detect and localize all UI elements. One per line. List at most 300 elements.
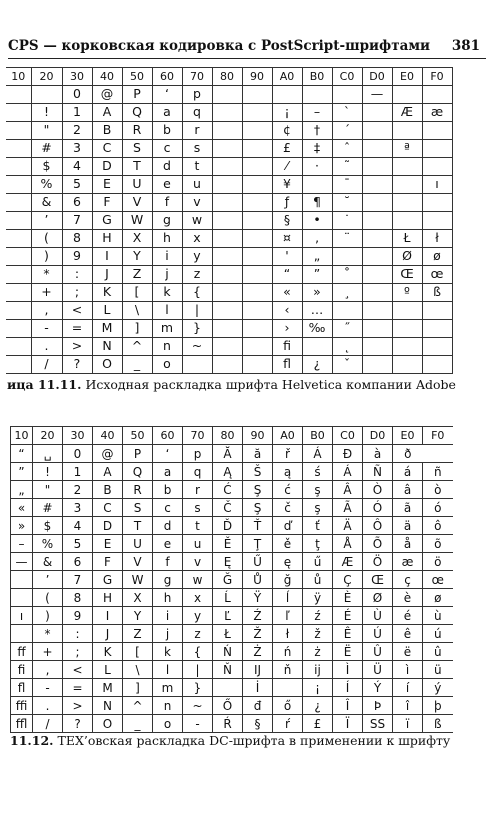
glyph-cell: ô (423, 517, 453, 535)
glyph-cell: \ (122, 302, 152, 320)
glyph-cell: Ł (213, 625, 243, 643)
glyph-cell: à (363, 445, 393, 463)
glyph-cell: = (63, 679, 93, 697)
glyph-cell: T (122, 158, 152, 176)
glyph-cell: 5 (63, 535, 93, 553)
glyph-cell: Ż (243, 643, 273, 661)
table-row (6, 248, 452, 266)
glyph-cell: ‰ (302, 320, 332, 338)
glyph-cell (362, 338, 392, 356)
glyph-cell: * (31, 266, 62, 284)
glyph-cell: ï (393, 715, 423, 733)
glyph-cell: Ź (243, 607, 273, 625)
glyph-cell: x (182, 230, 212, 248)
glyph-cell (332, 302, 362, 320)
glyph-cell: – (302, 104, 332, 122)
glyph-cell: Ť (243, 517, 273, 535)
glyph-cell: A (93, 463, 123, 481)
glyph-cell: Æ (392, 104, 422, 122)
glyph-cell (302, 176, 332, 194)
glyph-cell: ê (393, 625, 423, 643)
glyph-cell (212, 248, 242, 266)
glyph-cell (242, 266, 272, 284)
glyph-cell: o (153, 715, 183, 733)
glyph-cell: ¯ (332, 176, 362, 194)
glyph-cell: Ý (363, 679, 393, 697)
glyph-cell: W (122, 212, 152, 230)
glyph-cell: k (152, 284, 182, 302)
glyph-cell: Ê (333, 625, 363, 643)
glyph-cell: Ö (363, 553, 393, 571)
glyph-cell (6, 230, 31, 248)
glyph-cell: s (182, 140, 212, 158)
glyph-cell: « (11, 499, 33, 517)
glyph-cell (31, 86, 62, 104)
glyph-cell: ^ (123, 697, 153, 715)
glyph-cell: c (152, 140, 182, 158)
glyph-cell: ď (273, 517, 303, 535)
column-header: 40 (93, 427, 123, 445)
glyph-cell: ¿ (303, 697, 333, 715)
column-header: 60 (153, 427, 183, 445)
glyph-cell: Ü (363, 661, 393, 679)
glyph-cell: ‚ (302, 230, 332, 248)
glyph-cell: ˆ (332, 140, 362, 158)
glyph-cell: Ã (333, 499, 363, 517)
glyph-cell: ů (303, 571, 333, 589)
glyph-cell: ì (393, 661, 423, 679)
glyph-cell: – (11, 535, 33, 553)
column-header: 10 (6, 68, 31, 86)
glyph-cell (362, 176, 392, 194)
table-row (11, 463, 453, 481)
glyph-cell: Ş (243, 499, 273, 517)
glyph-cell: å (393, 535, 423, 553)
table-row (11, 535, 453, 553)
glyph-cell (392, 176, 422, 194)
glyph-cell: e (153, 535, 183, 553)
glyph-cell: fl (11, 679, 33, 697)
glyph-cell: K (92, 284, 122, 302)
glyph-cell: [ (123, 643, 153, 661)
glyph-cell: 6 (62, 194, 92, 212)
column-header: A0 (273, 427, 303, 445)
glyph-cell: Ŕ (213, 715, 243, 733)
glyph-cell: Ÿ (243, 589, 273, 607)
glyph-cell: x (183, 589, 213, 607)
glyph-cell (6, 122, 31, 140)
glyph-cell: X (123, 589, 153, 607)
column-header: F0 (422, 68, 452, 86)
glyph-cell: % (33, 535, 63, 553)
glyph-cell: # (31, 140, 62, 158)
glyph-cell (212, 140, 242, 158)
glyph-cell: H (92, 230, 122, 248)
glyph-cell: ú (423, 625, 453, 643)
glyph-cell (392, 338, 422, 356)
glyph-cell: w (182, 212, 212, 230)
glyph-cell: ý (423, 679, 453, 697)
glyph-cell: i (152, 248, 182, 266)
column-header: 70 (183, 427, 213, 445)
glyph-cell: ‘ (153, 445, 183, 463)
glyph-cell: ˛ (332, 338, 362, 356)
glyph-cell: | (182, 302, 212, 320)
glyph-cell: ŕ (273, 715, 303, 733)
glyph-cell (212, 176, 242, 194)
table-row (6, 230, 452, 248)
glyph-cell: û (423, 643, 453, 661)
glyph-cell (392, 158, 422, 176)
glyph-cell: é (393, 607, 423, 625)
glyph-cell (392, 356, 422, 374)
glyph-cell: É (333, 607, 363, 625)
glyph-cell: H (93, 589, 123, 607)
glyph-cell (6, 266, 31, 284)
glyph-cell: ¿ (302, 356, 332, 374)
glyph-cell: y (183, 607, 213, 625)
glyph-cell: S (123, 499, 153, 517)
glyph-cell: „ (11, 481, 33, 499)
glyph-cell: œ (423, 571, 453, 589)
glyph-cell: ł (422, 230, 452, 248)
glyph-cell (362, 284, 392, 302)
glyph-cell (422, 320, 452, 338)
glyph-cell (242, 356, 272, 374)
glyph-cell: W (123, 571, 153, 589)
glyph-cell: C (92, 140, 122, 158)
glyph-cell: N (92, 338, 122, 356)
glyph-cell: O (93, 715, 123, 733)
glyph-cell: B (92, 122, 122, 140)
glyph-cell: 0 (63, 445, 93, 463)
glyph-cell: ű (303, 553, 333, 571)
glyph-cell: IJ (243, 661, 273, 679)
glyph-cell: / (33, 715, 63, 733)
glyph-cell: Ä (333, 517, 363, 535)
glyph-cell: c (153, 499, 183, 517)
table-row (11, 607, 453, 625)
glyph-cell: : (62, 266, 92, 284)
glyph-cell: § (272, 212, 302, 230)
glyph-cell: I (92, 248, 122, 266)
glyph-cell: X (122, 230, 152, 248)
glyph-cell: ı (11, 607, 33, 625)
glyph-cell: u (183, 535, 213, 553)
glyph-cell: ó (423, 499, 453, 517)
glyph-cell: S (122, 140, 152, 158)
dc-font-charset-table (10, 426, 453, 733)
glyph-cell: Ñ (363, 463, 393, 481)
glyph-cell: M (93, 679, 123, 697)
glyph-cell (242, 230, 272, 248)
column-header: D0 (363, 427, 393, 445)
glyph-cell: # (33, 499, 63, 517)
glyph-cell: í (393, 679, 423, 697)
glyph-cell: j (152, 266, 182, 284)
glyph-cell: q (182, 104, 212, 122)
glyph-cell (242, 284, 272, 302)
glyph-cell: 0 (62, 86, 92, 104)
glyph-cell (6, 158, 31, 176)
glyph-cell: M (92, 320, 122, 338)
glyph-cell: þ (423, 697, 453, 715)
glyph-cell: ¢ (272, 122, 302, 140)
glyph-cell: z (182, 266, 212, 284)
glyph-cell: Û (363, 643, 393, 661)
glyph-cell (242, 176, 272, 194)
glyph-cell: g (153, 571, 183, 589)
glyph-cell: ¨ (332, 230, 362, 248)
glyph-cell: ğ (273, 571, 303, 589)
glyph-cell: l (152, 302, 182, 320)
glyph-cell: ř (273, 445, 303, 463)
glyph-cell: < (62, 302, 92, 320)
glyph-cell (212, 266, 242, 284)
glyph-cell: ö (423, 553, 453, 571)
glyph-cell: : (63, 625, 93, 643)
glyph-cell: ffi (11, 697, 33, 715)
glyph-cell: $ (33, 517, 63, 535)
glyph-cell: n (153, 697, 183, 715)
glyph-cell: ä (393, 517, 423, 535)
glyph-cell: s (183, 499, 213, 517)
table-row (6, 266, 452, 284)
glyph-cell (362, 230, 392, 248)
glyph-cell: Œ (392, 266, 422, 284)
glyph-cell (272, 86, 302, 104)
glyph-cell: 8 (62, 230, 92, 248)
glyph-cell: u (182, 176, 212, 194)
glyph-cell: » (11, 517, 33, 535)
table2-caption (10, 733, 450, 748)
glyph-cell: j (153, 625, 183, 643)
table-row (6, 338, 452, 356)
glyph-cell: » (302, 284, 332, 302)
glyph-cell: | (183, 661, 213, 679)
glyph-cell: - (31, 320, 62, 338)
glyph-cell: o (152, 356, 182, 374)
glyph-cell (182, 356, 212, 374)
glyph-cell: } (183, 679, 213, 697)
glyph-cell: < (63, 661, 93, 679)
glyph-cell: E (93, 535, 123, 553)
glyph-cell: v (183, 553, 213, 571)
glyph-cell: õ (423, 535, 453, 553)
glyph-cell: ţ (303, 535, 333, 553)
table-row (11, 679, 453, 697)
glyph-cell: Ğ (213, 571, 243, 589)
glyph-cell (362, 320, 392, 338)
caption-label: 11.12. (10, 733, 54, 748)
glyph-cell: = (62, 320, 92, 338)
table-row (6, 140, 452, 158)
glyph-cell: « (272, 284, 302, 302)
glyph-cell (242, 248, 272, 266)
glyph-cell: f (152, 194, 182, 212)
glyph-cell: ü (423, 661, 453, 679)
glyph-cell: ‹ (272, 302, 302, 320)
glyph-cell: y (182, 248, 212, 266)
glyph-cell: • (302, 212, 332, 230)
column-header: 90 (243, 427, 273, 445)
glyph-cell: h (153, 589, 183, 607)
glyph-cell (212, 86, 242, 104)
glyph-cell: º (392, 284, 422, 302)
glyph-cell: ˘ (332, 194, 362, 212)
glyph-cell: ” (302, 266, 332, 284)
glyph-cell (6, 104, 31, 122)
glyph-cell: 2 (63, 481, 93, 499)
glyph-cell: N (93, 697, 123, 715)
glyph-cell: ! (31, 104, 62, 122)
glyph-cell: D (92, 158, 122, 176)
glyph-cell: ˇ (332, 356, 362, 374)
glyph-cell (212, 104, 242, 122)
glyph-cell: ¶ (302, 194, 332, 212)
glyph-cell (6, 86, 31, 104)
glyph-cell: { (182, 284, 212, 302)
glyph-cell: Ě (213, 535, 243, 553)
glyph-cell: £ (272, 140, 302, 158)
table-row (6, 212, 452, 230)
glyph-cell: . (33, 697, 63, 715)
glyph-cell: ÿ (303, 589, 333, 607)
glyph-cell: t (182, 158, 212, 176)
glyph-cell: @ (93, 445, 123, 463)
column-header: 50 (123, 427, 153, 445)
glyph-cell: > (63, 697, 93, 715)
glyph-cell: Ă (213, 445, 243, 463)
glyph-cell: ð (393, 445, 423, 463)
table-row (6, 356, 452, 374)
table-row (11, 499, 453, 517)
glyph-cell (212, 194, 242, 212)
caption-label: ица 11.11. (7, 377, 82, 392)
glyph-cell: Ń (213, 643, 243, 661)
glyph-cell: Ú (363, 625, 393, 643)
glyph-cell: ž (303, 625, 333, 643)
column-header: 70 (182, 68, 212, 86)
table-row (6, 302, 452, 320)
glyph-cell: 4 (62, 158, 92, 176)
glyph-cell: ø (423, 589, 453, 607)
glyph-cell (362, 122, 392, 140)
glyph-cell: Ą (213, 463, 243, 481)
glyph-cell: F (92, 194, 122, 212)
glyph-cell (11, 589, 33, 607)
glyph-cell: Ň (213, 661, 243, 679)
glyph-cell (362, 266, 392, 284)
glyph-cell: … (302, 302, 332, 320)
glyph-cell: V (123, 553, 153, 571)
running-title: CPS — корковская кодировка с PostScript-шрифтами (8, 38, 431, 54)
glyph-cell: F (93, 553, 123, 571)
glyph-cell: Z (122, 266, 152, 284)
glyph-cell: · (302, 158, 332, 176)
glyph-cell (6, 176, 31, 194)
glyph-cell: ł (273, 625, 303, 643)
glyph-cell: ť (303, 517, 333, 535)
caption-text: TEX’овская раскладка DC-шрифта в применении к шрифту (57, 733, 451, 748)
glyph-cell: ı (422, 176, 452, 194)
glyph-cell: V (122, 194, 152, 212)
column-header: E0 (393, 427, 423, 445)
glyph-cell: Í (333, 679, 363, 697)
glyph-cell (212, 356, 242, 374)
column-header: A0 (272, 68, 302, 86)
glyph-cell: ‘ (152, 86, 182, 104)
glyph-cell: ª (392, 140, 422, 158)
glyph-cell: á (393, 463, 423, 481)
glyph-cell: Å (333, 535, 363, 553)
glyph-cell: & (31, 194, 62, 212)
glyph-cell: Š (243, 463, 273, 481)
glyph-cell: ĺ (273, 589, 303, 607)
table-header-row (11, 427, 453, 445)
glyph-cell (302, 338, 332, 356)
glyph-cell (11, 571, 33, 589)
glyph-cell: . (31, 338, 62, 356)
glyph-cell: Ó (363, 499, 393, 517)
column-header: 60 (152, 68, 182, 86)
glyph-cell: ¥ (272, 176, 302, 194)
glyph-cell: ¡ (303, 679, 333, 697)
glyph-cell (242, 158, 272, 176)
column-header: D0 (362, 68, 392, 86)
glyph-cell: ´ (332, 122, 362, 140)
glyph-cell: J (92, 266, 122, 284)
glyph-cell: ą (273, 463, 303, 481)
glyph-cell: v (182, 194, 212, 212)
glyph-cell (362, 302, 392, 320)
glyph-cell: i (153, 607, 183, 625)
glyph-cell: % (31, 176, 62, 194)
glyph-cell: ¤ (272, 230, 302, 248)
glyph-cell: Þ (363, 697, 393, 715)
glyph-cell: è (393, 589, 423, 607)
glyph-cell: $ (31, 158, 62, 176)
glyph-cell: ć (273, 481, 303, 499)
table-row (11, 715, 453, 733)
glyph-cell: ˚ (332, 266, 362, 284)
glyph-cell: L (92, 302, 122, 320)
glyph-cell: Ô (363, 517, 393, 535)
glyph-cell: Ć (213, 481, 243, 499)
glyph-cell (422, 302, 452, 320)
glyph-cell: , (33, 661, 63, 679)
glyph-cell (212, 338, 242, 356)
glyph-cell (362, 158, 392, 176)
column-header: E0 (392, 68, 422, 86)
glyph-cell (11, 625, 33, 643)
glyph-cell: k (153, 643, 183, 661)
glyph-cell: P (122, 86, 152, 104)
glyph-cell: Ù (363, 607, 393, 625)
glyph-cell: r (182, 122, 212, 140)
table-header-row (6, 68, 452, 86)
glyph-cell: + (33, 643, 63, 661)
running-header (8, 38, 486, 59)
glyph-cell: " (31, 122, 62, 140)
glyph-cell: ; (63, 643, 93, 661)
glyph-cell: 5 (62, 176, 92, 194)
glyph-cell: [ (122, 284, 152, 302)
glyph-cell: ş (303, 481, 333, 499)
glyph-cell: Ø (392, 248, 422, 266)
glyph-cell: ø (422, 248, 452, 266)
glyph-cell: n (152, 338, 182, 356)
